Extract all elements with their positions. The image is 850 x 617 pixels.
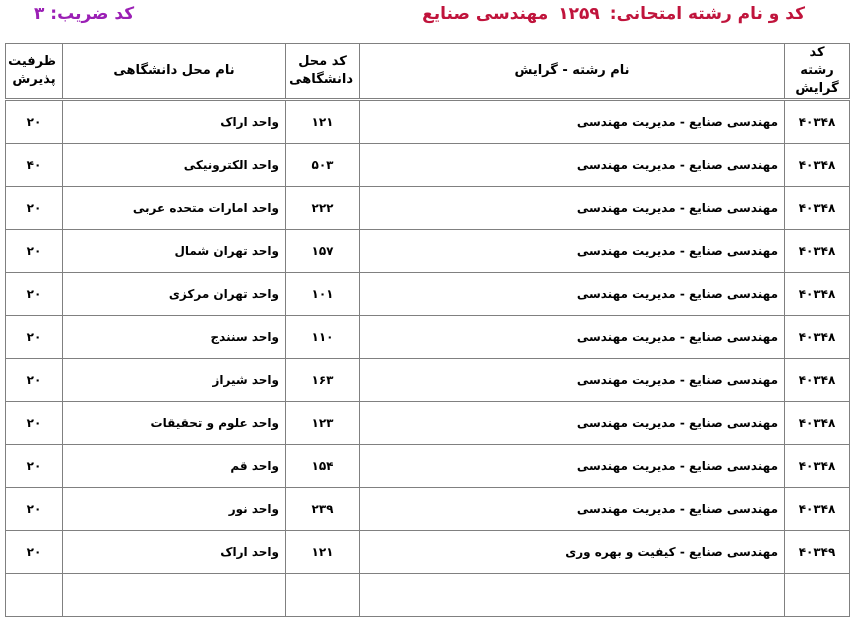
cell-unit-code: ۱۲۳ [286, 402, 360, 445]
cell-unit-code: ۱۵۴ [286, 445, 360, 488]
cell-unit-code: ۱۲۱ [286, 100, 360, 144]
cell-capacity: ۲۰ [6, 359, 63, 402]
cell-unit-name: واحد الکترونیکی [63, 144, 286, 187]
exam-field-name: مهندسی صنایع [422, 4, 549, 24]
cell-capacity: ۲۰ [6, 187, 63, 230]
table-row [6, 273, 850, 316]
cell-field-code: ۴۰۳۴۸ [785, 316, 850, 359]
col-header-unit-code: کد محل دانشگاهی [286, 44, 360, 100]
cell-field-name: مهندسی صنایع - مدیریت مهندسی [360, 359, 785, 402]
cell-capacity: ۲۰ [6, 230, 63, 273]
table-cell-partial [360, 574, 785, 617]
table-cell-partial [286, 574, 360, 617]
cell-field-code: ۴۰۳۴۸ [785, 230, 850, 273]
table-row [6, 187, 850, 230]
col-header-field-name: نام رشته - گرایش [360, 44, 785, 100]
page-header [0, 0, 813, 36]
table-cell-partial [63, 574, 286, 617]
cell-field-code: ۴۰۳۴۸ [785, 187, 850, 230]
cell-unit-name: واحد تهران شمال [63, 230, 286, 273]
cell-field-code: ۴۰۳۴۸ [785, 488, 850, 531]
cell-field-name: مهندسی صنایع - مدیریت مهندسی [360, 273, 785, 316]
cell-field-name: مهندسی صنایع - مدیریت مهندسی [360, 230, 785, 273]
cell-field-code: ۴۰۳۴۸ [785, 359, 850, 402]
cell-capacity: ۲۰ [6, 402, 63, 445]
cell-unit-name: واحد سنندج [63, 316, 286, 359]
cell-unit-name: واحد تهران مرکزی [63, 273, 286, 316]
cell-unit-name: واحد نور [63, 488, 286, 531]
cell-capacity: ۴۰ [6, 144, 63, 187]
table-header-row [6, 44, 850, 100]
col-header-capacity: ظرفیت پذیرش [6, 44, 63, 100]
cell-unit-code: ۵۰۳ [286, 144, 360, 187]
cell-capacity: ۲۰ [6, 316, 63, 359]
table-row [6, 402, 850, 445]
cell-capacity: ۲۰ [6, 100, 63, 144]
cell-field-code: ۴۰۳۴۸ [785, 144, 850, 187]
cell-field-name: مهندسی صنایع - مدیریت مهندسی [360, 100, 785, 144]
cell-unit-name: واحد قم [63, 445, 286, 488]
cell-unit-name: واحد شیراز [63, 359, 286, 402]
table-row [6, 144, 850, 187]
cell-unit-code: ۱۰۱ [286, 273, 360, 316]
coefficient-code: کد ضریب: ۳ [34, 4, 135, 24]
cell-unit-name: واحد امارات متحده عربی [63, 187, 286, 230]
col-header-field-code: کد رشته گرایش [785, 44, 850, 100]
col-header-unit-name: نام محل دانشگاهی [63, 44, 286, 100]
cell-field-name: مهندسی صنایع - مدیریت مهندسی [360, 445, 785, 488]
cell-field-code: ۴۰۳۴۸ [785, 273, 850, 316]
cell-field-name: مهندسی صنایع - مدیریت مهندسی [360, 402, 785, 445]
cell-field-name: مهندسی صنایع - مدیریت مهندسی [360, 144, 785, 187]
cell-field-name: مهندسی صنایع - مدیریت مهندسی [360, 488, 785, 531]
admissions-table [5, 43, 850, 617]
cell-capacity: ۲۰ [6, 531, 63, 574]
cell-field-code: ۴۰۳۴۹ [785, 531, 850, 574]
table-row [6, 230, 850, 273]
cell-field-name: مهندسی صنایع - کیفیت و بهره وری [360, 531, 785, 574]
cell-capacity: ۲۰ [6, 273, 63, 316]
exam-field-code: ۱۲۵۹ [558, 4, 600, 24]
cell-field-name: مهندسی صنایع - مدیریت مهندسی [360, 316, 785, 359]
table-cell-partial [6, 574, 63, 617]
table-row [6, 488, 850, 531]
exam-field-title-prefix: کد و نام رشته امتحانی: [609, 4, 805, 24]
table-row [6, 100, 850, 144]
cell-unit-code: ۱۶۳ [286, 359, 360, 402]
cell-field-name: مهندسی صنایع - مدیریت مهندسی [360, 187, 785, 230]
table-row [6, 359, 850, 402]
cell-unit-code: ۲۲۲ [286, 187, 360, 230]
cell-capacity: ۲۰ [6, 488, 63, 531]
cell-field-code: ۴۰۳۴۸ [785, 100, 850, 144]
cell-unit-code: ۲۳۹ [286, 488, 360, 531]
cell-unit-name: واحد اراک [63, 100, 286, 144]
cell-unit-code: ۱۲۱ [286, 531, 360, 574]
cell-unit-code: ۱۱۰ [286, 316, 360, 359]
table-row [6, 316, 850, 359]
cell-unit-name: واحد علوم و تحقیقات [63, 402, 286, 445]
table-cell-partial [785, 574, 850, 617]
table-row [6, 445, 850, 488]
table-row-partial [6, 574, 850, 617]
exam-field-title [422, 4, 805, 24]
table-row [6, 531, 850, 574]
cell-field-code: ۴۰۳۴۸ [785, 445, 850, 488]
cell-unit-code: ۱۵۷ [286, 230, 360, 273]
cell-capacity: ۲۰ [6, 445, 63, 488]
cell-unit-name: واحد اراک [63, 531, 286, 574]
cell-field-code: ۴۰۳۴۸ [785, 402, 850, 445]
